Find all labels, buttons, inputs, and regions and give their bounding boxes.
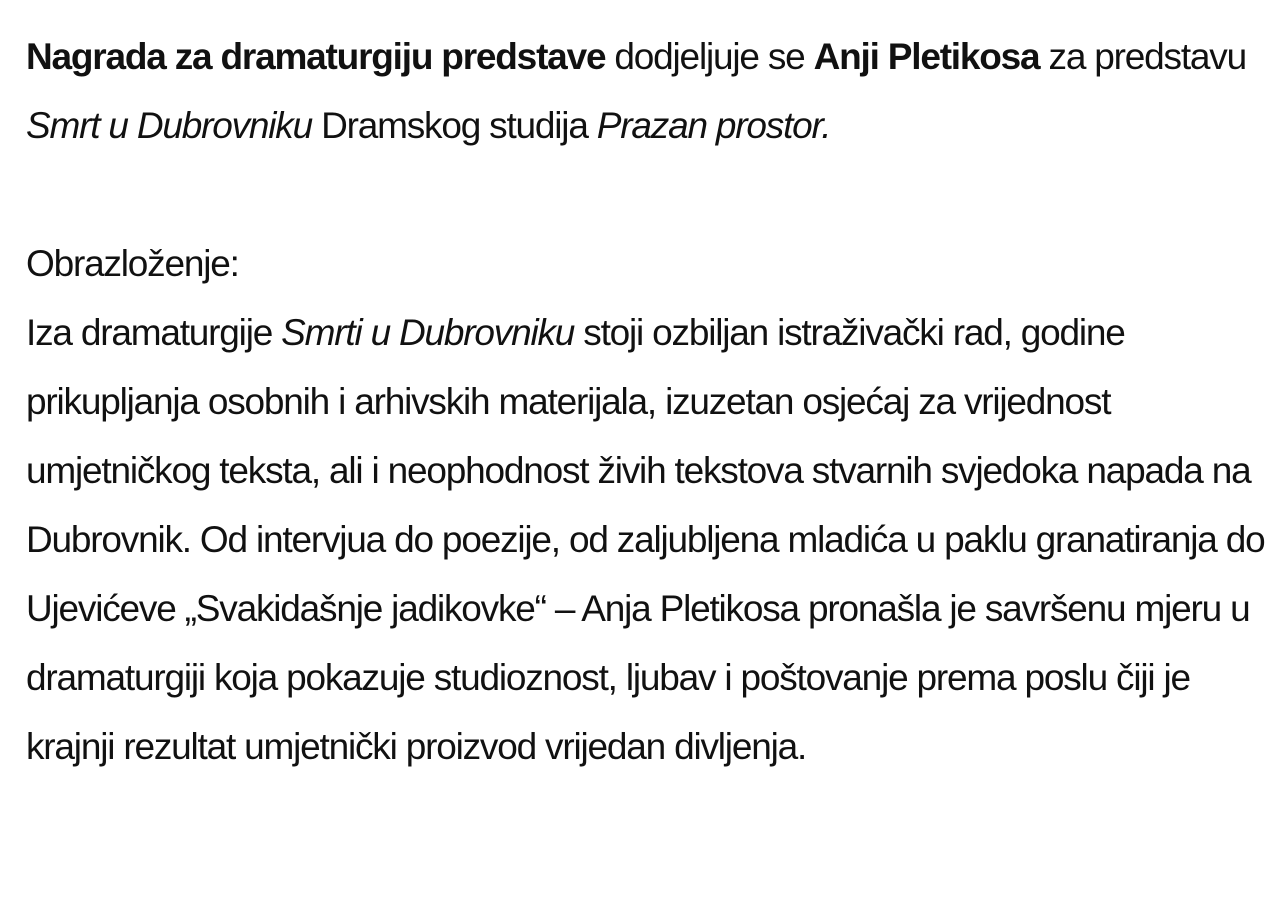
award-paragraph bbox=[26, 22, 1266, 160]
award-text-1: dodjeljuje se bbox=[605, 36, 814, 77]
studio-name: Prazan prostor. bbox=[596, 105, 831, 146]
award-text-3: Dramskog studija bbox=[312, 105, 597, 146]
rationale-paragraph bbox=[26, 298, 1266, 781]
award-document bbox=[26, 22, 1266, 781]
rationale-play-title: Smrti u Dubrovniku bbox=[281, 312, 575, 353]
award-recipient: Anji Pletikosa bbox=[813, 36, 1040, 77]
rationale-body: stoji ozbiljan istraživački rad, godine prikupljanja osobnih i arhivskih materijala, izuzetan osjećaj za vrijednost umjetničkog teksta, ali i neophodnost živih tekstova stvarnih svjedoka napada na Dubrovnik. Od intervjua do poezije, od zaljubljena mladića u paklu granatiranja do Ujevićeve „Svakidašnje jadikovke“ – Anja Pletikosa pronašla je savršenu mjeru u dramaturgiji koja pokazuje studioznost, ljubav i poštovanje prema poslu čiji je krajnji rezultat umjetnički proizvod vrijedan divljenja. bbox=[26, 312, 1265, 767]
award-text-2: za predstavu bbox=[1039, 36, 1246, 77]
rationale-heading: Obrazloženje: bbox=[26, 243, 239, 284]
rationale-start: Iza dramaturgije bbox=[26, 312, 282, 353]
award-title: Nagrada za dramaturgiju predstave bbox=[26, 36, 606, 77]
play-title: Smrt u Dubrovniku bbox=[26, 105, 312, 146]
paragraph-spacer bbox=[26, 160, 1266, 229]
